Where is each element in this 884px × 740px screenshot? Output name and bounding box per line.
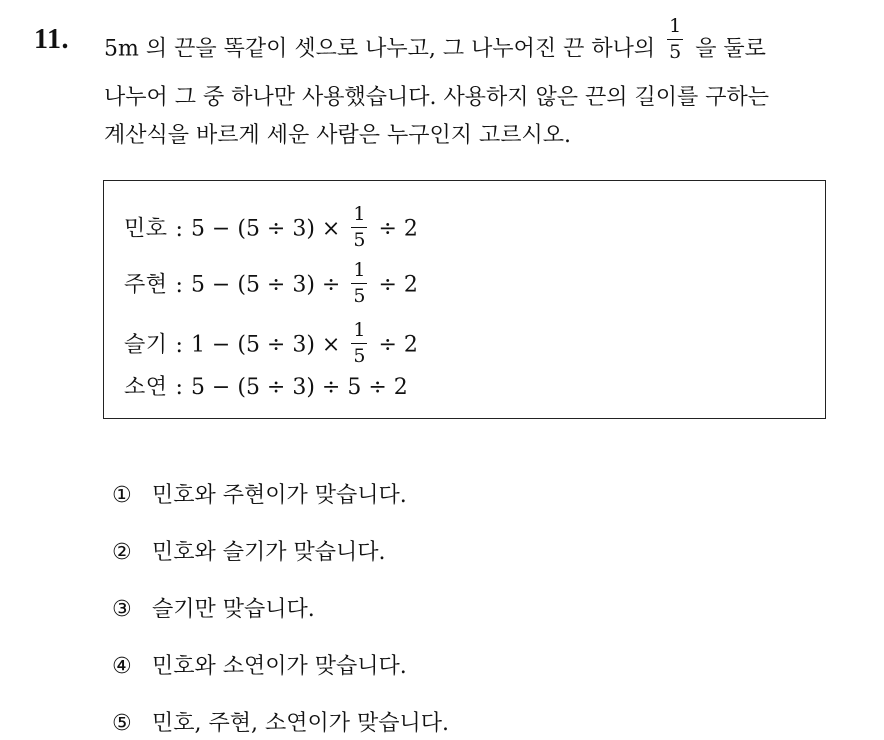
question-line-1 xyxy=(104,15,766,72)
fraction-numerator: 1 xyxy=(351,261,367,284)
expression-name: 소연 xyxy=(124,375,168,400)
choice-4[interactable] xyxy=(112,649,407,680)
expression-name: 슬기 xyxy=(124,332,168,358)
expression-fraction xyxy=(351,261,367,306)
question-fraction xyxy=(667,17,683,62)
choice-marker: ③ xyxy=(112,597,132,622)
question-line-1-before: 5m 의 끈을 똑같이 셋으로 나누고, 그 나누어진 끈 하나의 xyxy=(104,36,656,62)
fraction-numerator: 1 xyxy=(351,321,367,344)
expression-before: 5 − (5 ÷ 3) × xyxy=(190,216,341,242)
fraction-numerator: 1 xyxy=(351,205,367,228)
expression-name: 주현 xyxy=(124,272,168,298)
choice-5[interactable] xyxy=(112,706,449,737)
choice-1[interactable] xyxy=(112,478,407,509)
question-line-2: 나누어 그 중 하나만 사용했습니다. 사용하지 않은 끈의 길이를 구하는 xyxy=(104,85,769,110)
choice-marker: ① xyxy=(112,483,132,508)
choice-marker: ⑤ xyxy=(112,711,132,736)
expression-after: ÷ 2 xyxy=(378,272,418,298)
fraction-denominator: 5 xyxy=(353,229,366,251)
choice-text: 민호, 주현, 소연이가 맞습니다. xyxy=(152,711,449,736)
expression-text: 5 − (5 ÷ 3) ÷ 5 ÷ 2 xyxy=(190,375,408,400)
expression-juhyeon xyxy=(124,259,418,308)
fraction-denominator: 5 xyxy=(353,345,366,367)
choice-text: 민호와 슬기가 맞습니다. xyxy=(152,540,386,565)
fraction-numerator: 1 xyxy=(667,17,683,40)
expression-before: 1 − (5 ÷ 3) × xyxy=(190,332,341,358)
expression-colon: : xyxy=(175,375,183,400)
expression-fraction xyxy=(351,321,367,366)
expression-seulgi xyxy=(124,319,418,368)
expression-after: ÷ 2 xyxy=(378,216,418,242)
expression-name: 민호 xyxy=(124,216,168,242)
choice-text: 민호와 소연이가 맞습니다. xyxy=(152,654,407,679)
expression-minho xyxy=(124,203,418,252)
choice-marker: ④ xyxy=(112,654,132,679)
choice-3[interactable] xyxy=(112,592,315,623)
choice-text: 민호와 주현이가 맞습니다. xyxy=(152,483,407,508)
fraction-denominator: 5 xyxy=(669,41,682,63)
question-line-1-after: 을 둘로 xyxy=(695,36,766,62)
problem-number: 11. xyxy=(34,24,69,55)
expression-colon: : xyxy=(175,272,183,298)
expression-box xyxy=(103,180,826,419)
choice-2[interactable] xyxy=(112,535,386,566)
expression-colon: : xyxy=(175,216,183,242)
expression-soyeon xyxy=(124,370,408,401)
expression-fraction xyxy=(351,205,367,250)
question-line-3: 계산식을 바르게 세운 사람은 누구인지 고르시오. xyxy=(104,123,572,148)
choice-marker: ② xyxy=(112,540,132,565)
expression-after: ÷ 2 xyxy=(378,332,418,358)
choice-text: 슬기만 맞습니다. xyxy=(152,597,315,622)
expression-before: 5 − (5 ÷ 3) ÷ xyxy=(190,272,341,298)
expression-colon: : xyxy=(175,332,183,358)
fraction-denominator: 5 xyxy=(353,285,366,307)
